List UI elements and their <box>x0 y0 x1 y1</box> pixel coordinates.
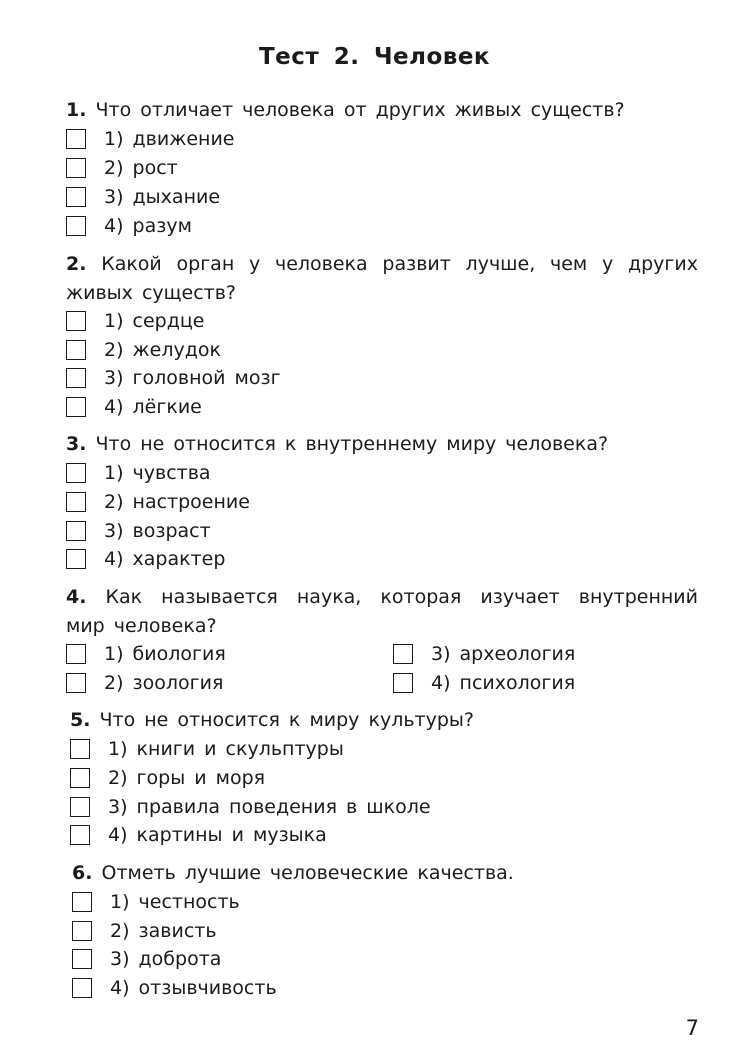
answer-label: 4) лёгкие <box>104 396 202 418</box>
answer-checkbox[interactable] <box>70 739 90 759</box>
answer-checkbox[interactable] <box>66 492 86 512</box>
answer-checkbox[interactable] <box>393 644 413 664</box>
answer-checkbox[interactable] <box>70 768 90 788</box>
question-4-continued <box>66 612 698 640</box>
answer-checkbox[interactable] <box>66 521 86 541</box>
page-number: 7 <box>685 1016 699 1040</box>
answer-label: 3) возраст <box>104 520 211 542</box>
answer-label: 4) характер <box>104 548 226 570</box>
answer-checkbox[interactable] <box>66 644 86 664</box>
answer-label: 1) честность <box>110 891 240 913</box>
answer-label: 2) рост <box>104 157 178 179</box>
answer-checkbox[interactable] <box>393 673 413 693</box>
answer-checkbox[interactable] <box>66 368 86 388</box>
answer-checkbox[interactable] <box>66 463 86 483</box>
answer-label: 1) движение <box>104 128 235 150</box>
answer-label: 1) сердце <box>104 310 205 332</box>
answer-label: 3) археология <box>431 643 576 665</box>
answer-checkbox[interactable] <box>66 311 86 331</box>
question-3 <box>66 430 698 458</box>
answer-checkbox[interactable] <box>72 978 92 998</box>
answer-checkbox[interactable] <box>72 921 92 941</box>
answer-checkbox[interactable] <box>70 797 90 817</box>
answer-label: 2) настроение <box>104 491 250 513</box>
question-text: Что не относится к внутреннему миру человека? <box>95 433 609 455</box>
question-text: Отметь лучшие человеческие качества. <box>101 862 514 884</box>
page-title: Тест 2. Человек <box>258 44 491 70</box>
question-number: 5. <box>70 709 91 731</box>
answer-checkbox[interactable] <box>72 949 92 969</box>
answer-label: 3) головной мозг <box>104 367 281 389</box>
question-4 <box>66 583 698 611</box>
answer-label: 2) желудок <box>104 339 221 361</box>
answer-label: 2) горы и моря <box>108 767 266 789</box>
answer-checkbox[interactable] <box>66 216 86 236</box>
answer-checkbox[interactable] <box>66 340 86 360</box>
question-5 <box>70 706 702 734</box>
answer-label: 4) психология <box>431 672 576 694</box>
answer-checkbox[interactable] <box>66 673 86 693</box>
question-number: 2. <box>66 253 87 275</box>
question-6 <box>72 859 704 887</box>
answer-checkbox[interactable] <box>66 187 86 207</box>
question-1 <box>66 96 698 124</box>
answer-label: 1) книги и скульптуры <box>108 738 344 760</box>
answer-checkbox[interactable] <box>66 158 86 178</box>
answer-label: 4) картины и музыка <box>108 824 327 846</box>
answer-checkbox[interactable] <box>66 129 86 149</box>
question-number: 6. <box>72 862 93 884</box>
answer-checkbox[interactable] <box>72 892 92 912</box>
question-number: 4. <box>66 586 87 608</box>
answer-checkbox[interactable] <box>66 397 86 417</box>
question-text: Что не относится к миру культуры? <box>99 709 474 731</box>
question-number: 1. <box>66 99 87 121</box>
answer-checkbox[interactable] <box>66 549 86 569</box>
answer-label: 4) разум <box>104 215 192 237</box>
question-2 <box>66 250 698 278</box>
answer-label: 3) дыхание <box>104 186 221 208</box>
answer-label: 1) чувства <box>104 462 211 484</box>
answer-checkbox[interactable] <box>70 825 90 845</box>
question-2-continued <box>66 279 698 307</box>
question-text: Что отличает человека от других живых существ? <box>95 99 625 121</box>
answer-label: 1) биология <box>104 643 226 665</box>
answer-label: 3) правила поведения в школе <box>108 796 431 818</box>
question-text: живых существ? <box>66 282 237 304</box>
answer-label: 2) зависть <box>110 920 217 942</box>
answer-label: 4) отзывчивость <box>110 977 277 999</box>
question-text: Какой орган у человека развит лучше, чем у других <box>101 253 698 275</box>
answer-label: 3) доброта <box>110 948 222 970</box>
question-text: Как называется наука, которая изучает внутренний <box>105 586 698 608</box>
question-text: мир человека? <box>66 615 217 637</box>
question-number: 3. <box>66 433 87 455</box>
answer-label: 2) зоология <box>104 672 224 694</box>
